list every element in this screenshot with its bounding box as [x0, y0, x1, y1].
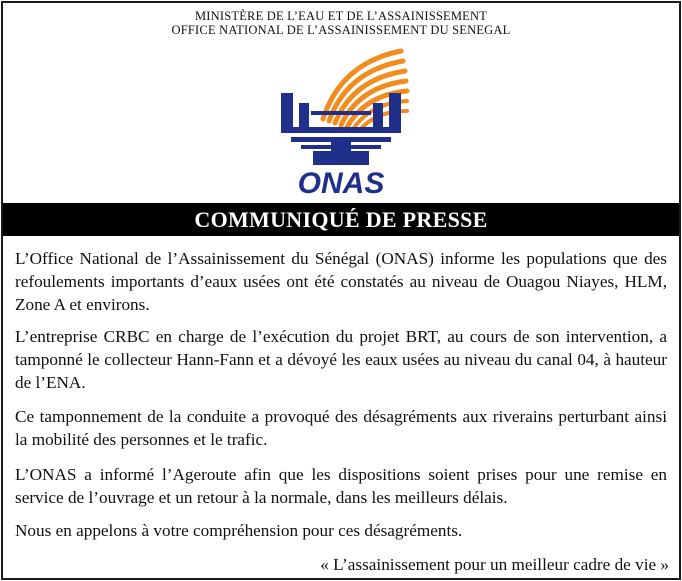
ministry-name: MINISTÈRE DE L’EAU ET DE L’ASSAINISSEMENT	[194, 9, 488, 23]
logo-structure	[281, 93, 401, 165]
paragraph-crbc: L’entreprise CRBC en charge de l’exécution du projet BRT, au cours de son intervention, a tamponné le collecteur Hann-Fann et a dévoyé les eaux usées au niveau du canal 04, à hauteur de l’ENA.	[15, 327, 667, 392]
paragraph-ageroute: L’ONAS a informé l’Ageroute afin que les dispositions soient prises pour une remise en service de l’ouvrage et un retour à la normale, dans les meilleurs délais.	[15, 465, 667, 507]
paragraph-impact: Ce tamponnement de la conduite a provoqué des désagréments aux riverains perturbant ainsi la mobilité des personnes et le trafic.	[15, 407, 667, 449]
slogan: « L’assainissement pour un meilleur cadre de vie »	[320, 555, 669, 574]
paragraph-apology: Nous en appelons à votre compréhension pour ces désagréments.	[15, 521, 463, 540]
logo-text: ONAS	[297, 167, 385, 199]
press-release-frame	[1, 1, 681, 580]
onas-logo	[271, 41, 411, 199]
paragraph-announcement: L’Office National de l’Assainissement du Sénégal (ONAS) informe les populations que des refoulements importants d’eaux usées ont été constatés au niveau de Ouagou Niayes, HLM, Zone A et environs.	[15, 249, 667, 314]
office-name: OFFICE NATIONAL DE L’ASSAINISSEMENT DU SENEGAL	[171, 23, 511, 37]
press-release-title: COMMUNIQUÉ DE PRESSE	[3, 203, 679, 236]
